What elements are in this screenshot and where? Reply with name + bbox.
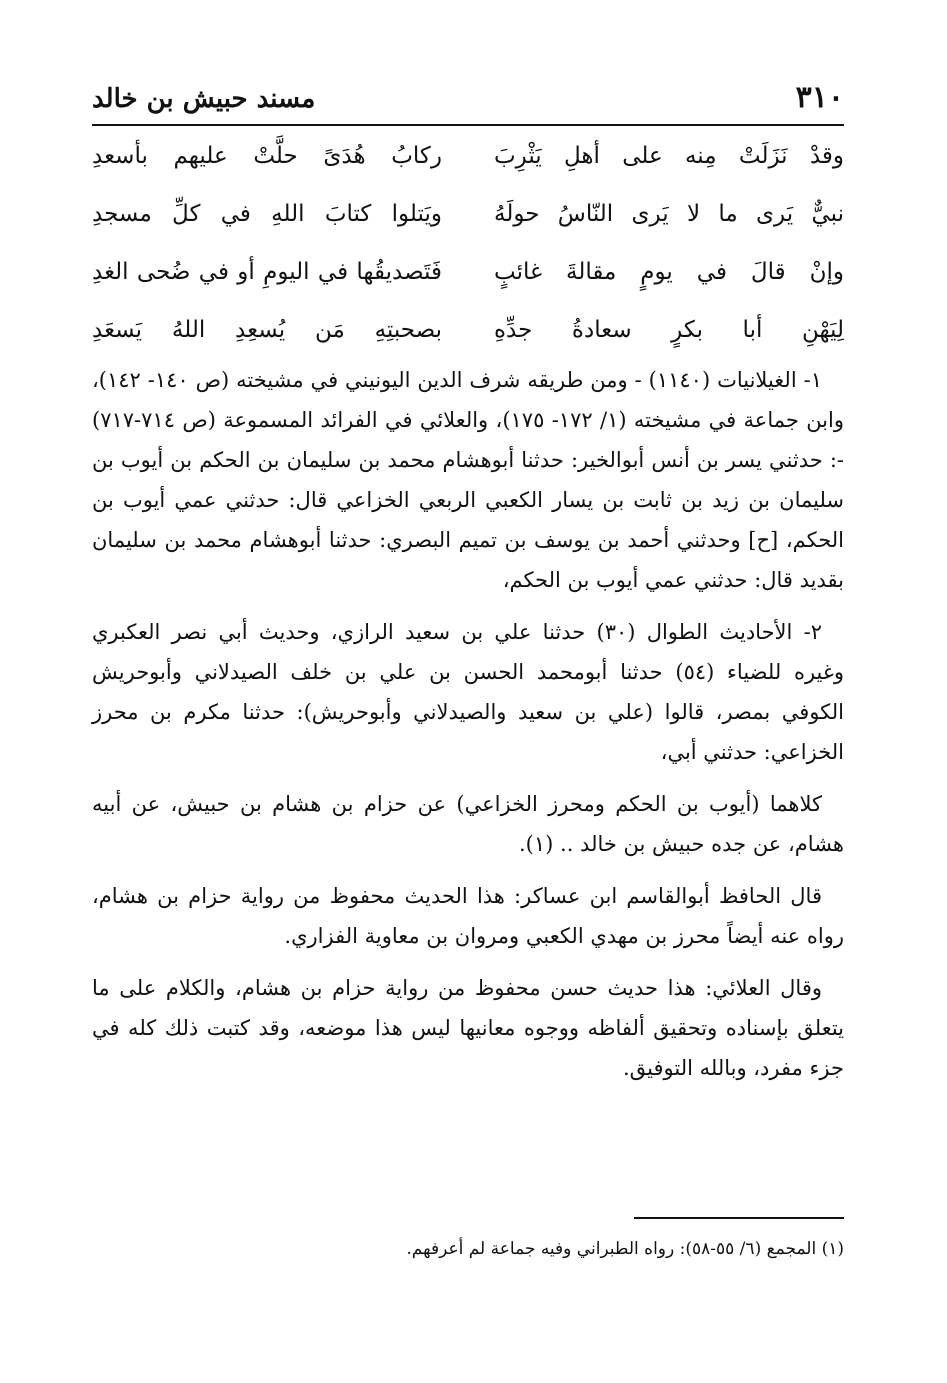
verse-line [92,188,844,246]
main-text [92,360,844,1100]
verse-second-hemistich: ويَتلوا كتابَ اللهِ في كلِّ مسجدِ [92,201,442,227]
verse-line [92,130,844,188]
verse-line [92,246,844,304]
running-title: مسند حبيش بن خالد [92,84,316,114]
poem [92,130,844,362]
verse-line [92,304,844,362]
verse-second-hemistich: فَتَصديقُها في اليومِ أو في ضُحى الغدِ [92,259,442,285]
paragraph-alai: وقال العلائي: هذا حديث حسن محفوظ من رواية حزام بن هشام، والكلام على ما يتعلق بإسناده وتحقيق ألفاظه ووجوه معانيها ليس هذا موضعه، وقد كتبت ذلك كله في جزء مفرد، وبالله التوفيق. [92,976,844,1080]
page-header [92,78,844,126]
paragraph-source-2: ٢- الأحاديث الطوال (٣٠) حدثنا علي بن سعيد الرازي، وحديث أبي نصر العكبري وغيره للضياء (٥٤) حدثنا أبومحمد الحسن بن علي بن خلف الصيدلاني وأبوحريش الكوفي بمصر، قالوا (علي بن سعيد والصيدلاني وأبوحريش): حدثنا مكرم بن محرز الخزاعي: حدثني أبي، [92,620,844,764]
footnote: (١) المجمع (٦/ ٥٥-٥٨): رواه الطبراني وفيه جماعة لم أعرفهم. [406,1239,844,1259]
verse-first-hemistich: لِيَهْنِ أبا بكرٍ سعادةُ جدِّهِ [494,317,844,343]
footnote-rule [634,1217,844,1219]
page-number: ٣١٠ [795,80,844,115]
paragraph-both-chains: كلاهما (أيوب بن الحكم ومحرز الخزاعي) عن حزام بن هشام بن حبيش، عن أبيه هشام، عن جده حبيش بن خالد .. (١). [92,792,844,856]
verse-first-hemistich: نبيٌّ يَرى ما لا يَرى النّاسُ حولَهُ [494,201,844,227]
verse-second-hemistich: بصحبتِهِ مَن يُسعِدِ اللهُ يَسعَدِ [92,317,442,343]
verse-first-hemistich: وإنْ قالَ في يومٍ مقالةَ غائبٍ [494,259,844,285]
paragraph-source-1: ١- الغيلانيات (١١٤٠) - ومن طريقه شرف الدين اليونيني في مشيخته (ص ١٤٠- ١٤٢)، وابن جماعة في مشيخته (١/ ١٧٢- ١٧٥)، والعلائي في الفرائد المسموعة (ص ٧١٤-٧١٧) -: حدثني يسر بن أنس أبوالخير: حدثنا أبوهشام محمد بن سليمان بن الحكم بن أيوب بن سليمان بن زيد بن ثابت بن يسار الكعبي الربعي الخزاعي قال: حدثني عمي أيوب بن الحكم، [ح] وحدثني أحمد بن يوسف بن تميم البصري: حدثنا أبوهشام محمد بن سليمان بقديد قال: حدثني عمي أيوب بن الحكم، [92,368,844,592]
verse-second-hemistich: ركابُ هُدَىً حلَّتْ عليهم بأسعدِ [92,143,442,169]
verse-first-hemistich: وقدْ نَزَلَتْ مِنه على أهلِ يَثْرِبَ [494,143,844,169]
header-rule [92,124,844,126]
paragraph-ibn-asakir: قال الحافظ أبوالقاسم ابن عساكر: هذا الحديث محفوظ من رواية حزام بن هشام، رواه عنه أيضاً محرز بن مهدي الكعبي ومروان بن معاوية الفزاري. [92,884,844,948]
